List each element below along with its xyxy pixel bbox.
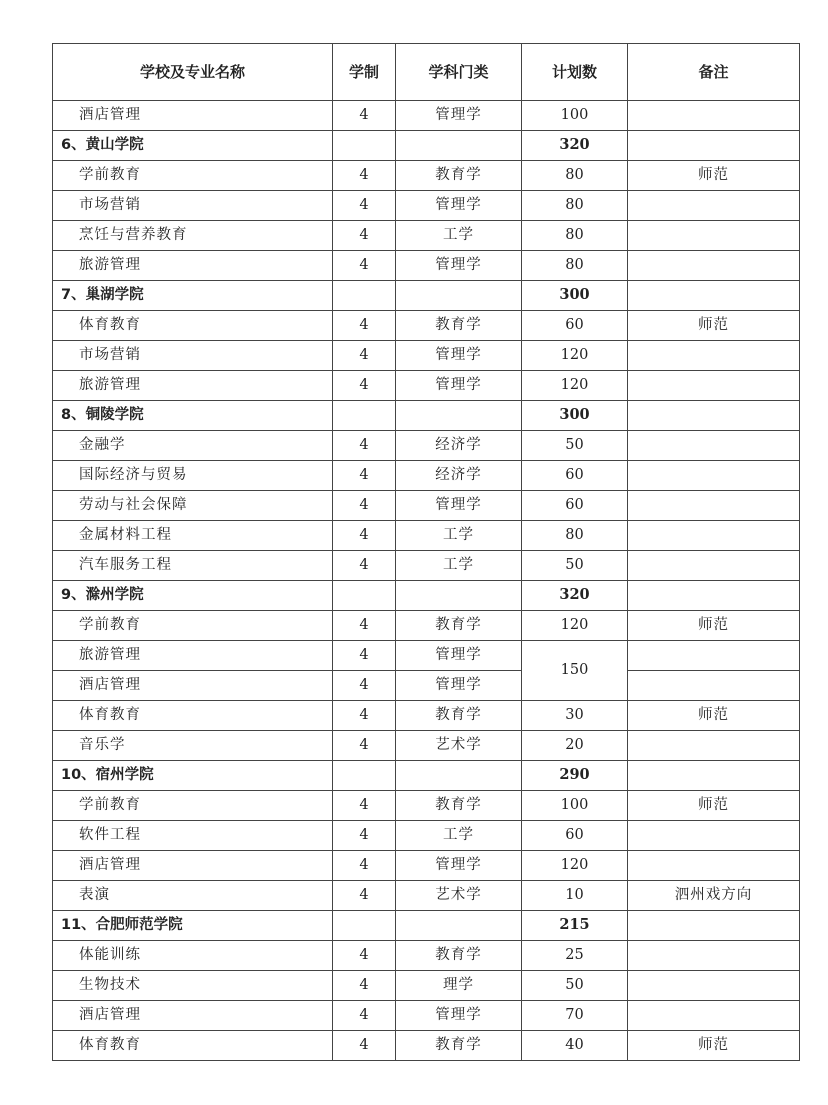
table-body <box>53 101 800 1061</box>
years-cell: 4 <box>333 221 396 251</box>
category-cell <box>396 911 522 941</box>
note-cell <box>628 671 800 701</box>
plan-cell: 60 <box>522 821 628 851</box>
school-name: 7、巢湖学院 <box>53 281 333 311</box>
years-cell: 4 <box>333 611 396 641</box>
note-cell <box>628 941 800 971</box>
note-cell <box>628 851 800 881</box>
note-cell: 师范 <box>628 701 800 731</box>
category-cell: 教育学 <box>396 311 522 341</box>
plan-cell: 20 <box>522 731 628 761</box>
plan-cell: 120 <box>522 851 628 881</box>
years-cell: 4 <box>333 641 396 671</box>
table-row <box>53 881 800 911</box>
table-row <box>53 341 800 371</box>
category-cell: 教育学 <box>396 941 522 971</box>
category-cell: 艺术学 <box>396 881 522 911</box>
years-cell <box>333 131 396 161</box>
table-row <box>53 491 800 521</box>
category-cell: 管理学 <box>396 491 522 521</box>
plan-cell: 80 <box>522 221 628 251</box>
note-cell: 泗州戏方向 <box>628 881 800 911</box>
major-name: 金属材料工程 <box>53 521 333 551</box>
school-row <box>53 401 800 431</box>
table-row <box>53 191 800 221</box>
years-cell: 4 <box>333 881 396 911</box>
major-name: 酒店管理 <box>53 101 333 131</box>
note-cell <box>628 731 800 761</box>
school-plan-total: 320 <box>522 581 628 611</box>
plan-cell: 120 <box>522 341 628 371</box>
enrollment-plan-table <box>52 43 800 1061</box>
plan-cell: 10 <box>522 881 628 911</box>
note-cell <box>628 371 800 401</box>
major-name: 酒店管理 <box>53 671 333 701</box>
major-name: 学前教育 <box>53 611 333 641</box>
header-note: 备注 <box>628 44 800 101</box>
note-cell <box>628 131 800 161</box>
table-row <box>53 821 800 851</box>
major-name: 生物技术 <box>53 971 333 1001</box>
years-cell: 4 <box>333 821 396 851</box>
table-row <box>53 521 800 551</box>
major-name: 体育教育 <box>53 701 333 731</box>
category-cell: 经济学 <box>396 461 522 491</box>
plan-cell: 70 <box>522 1001 628 1031</box>
category-cell: 工学 <box>396 551 522 581</box>
category-cell: 管理学 <box>396 671 522 701</box>
category-cell: 工学 <box>396 221 522 251</box>
note-cell: 师范 <box>628 161 800 191</box>
note-cell <box>628 971 800 1001</box>
plan-cell: 30 <box>522 701 628 731</box>
table-row <box>53 221 800 251</box>
note-cell <box>628 491 800 521</box>
major-name: 金融学 <box>53 431 333 461</box>
years-cell: 4 <box>333 731 396 761</box>
note-cell: 师范 <box>628 1031 800 1061</box>
school-name: 10、宿州学院 <box>53 761 333 791</box>
note-cell <box>628 461 800 491</box>
years-cell: 4 <box>333 941 396 971</box>
table-row <box>53 731 800 761</box>
table-row <box>53 1031 800 1061</box>
category-cell <box>396 401 522 431</box>
major-name: 软件工程 <box>53 821 333 851</box>
years-cell: 4 <box>333 971 396 1001</box>
category-cell: 管理学 <box>396 1001 522 1031</box>
school-name: 9、滁州学院 <box>53 581 333 611</box>
plan-cell: 25 <box>522 941 628 971</box>
years-cell: 4 <box>333 491 396 521</box>
table-row <box>53 701 800 731</box>
category-cell: 管理学 <box>396 101 522 131</box>
years-cell: 4 <box>333 521 396 551</box>
major-name: 旅游管理 <box>53 251 333 281</box>
table-row <box>53 371 800 401</box>
school-row <box>53 581 800 611</box>
category-cell: 艺术学 <box>396 731 522 761</box>
note-cell <box>628 911 800 941</box>
table-row <box>53 161 800 191</box>
note-cell <box>628 761 800 791</box>
major-name: 旅游管理 <box>53 371 333 401</box>
plan-cell: 40 <box>522 1031 628 1061</box>
note-cell <box>628 251 800 281</box>
school-plan-total: 290 <box>522 761 628 791</box>
table-row <box>53 611 800 641</box>
major-name: 学前教育 <box>53 791 333 821</box>
plan-cell: 80 <box>522 161 628 191</box>
note-cell <box>628 1001 800 1031</box>
category-cell: 教育学 <box>396 791 522 821</box>
plan-cell: 80 <box>522 521 628 551</box>
school-row <box>53 761 800 791</box>
years-cell: 4 <box>333 671 396 701</box>
table-row <box>53 1001 800 1031</box>
table-row <box>53 461 800 491</box>
plan-cell: 60 <box>522 461 628 491</box>
major-name: 体能训练 <box>53 941 333 971</box>
years-cell: 4 <box>333 101 396 131</box>
note-cell <box>628 101 800 131</box>
major-name: 体育教育 <box>53 1031 333 1061</box>
category-cell: 管理学 <box>396 191 522 221</box>
years-cell: 4 <box>333 161 396 191</box>
note-cell <box>628 641 800 671</box>
plan-cell: 50 <box>522 551 628 581</box>
school-name: 6、黄山学院 <box>53 131 333 161</box>
note-cell <box>628 521 800 551</box>
note-cell: 师范 <box>628 311 800 341</box>
years-cell: 4 <box>333 851 396 881</box>
major-name: 国际经济与贸易 <box>53 461 333 491</box>
note-cell <box>628 821 800 851</box>
years-cell: 4 <box>333 341 396 371</box>
years-cell <box>333 401 396 431</box>
table-row <box>53 641 800 671</box>
school-plan-total: 300 <box>522 401 628 431</box>
years-cell: 4 <box>333 371 396 401</box>
note-cell <box>628 581 800 611</box>
header-years: 学制 <box>333 44 396 101</box>
header-category: 学科门类 <box>396 44 522 101</box>
table-row <box>53 431 800 461</box>
years-cell: 4 <box>333 191 396 221</box>
table-row <box>53 941 800 971</box>
category-cell <box>396 581 522 611</box>
plan-cell: 60 <box>522 311 628 341</box>
table-row <box>53 671 800 701</box>
note-cell <box>628 431 800 461</box>
major-name: 劳动与社会保障 <box>53 491 333 521</box>
category-cell: 教育学 <box>396 161 522 191</box>
table-row <box>53 311 800 341</box>
table-row <box>53 851 800 881</box>
plan-cell: 120 <box>522 371 628 401</box>
years-cell <box>333 281 396 311</box>
category-cell: 管理学 <box>396 251 522 281</box>
table-row <box>53 551 800 581</box>
years-cell: 4 <box>333 251 396 281</box>
school-plan-total: 320 <box>522 131 628 161</box>
note-cell <box>628 221 800 251</box>
table-header-row <box>53 44 800 101</box>
category-cell: 教育学 <box>396 701 522 731</box>
category-cell: 管理学 <box>396 641 522 671</box>
table-row <box>53 251 800 281</box>
plan-cell: 80 <box>522 251 628 281</box>
school-row <box>53 281 800 311</box>
note-cell: 师范 <box>628 611 800 641</box>
years-cell: 4 <box>333 1001 396 1031</box>
major-name: 表演 <box>53 881 333 911</box>
category-cell: 教育学 <box>396 611 522 641</box>
note-cell <box>628 341 800 371</box>
school-name: 11、合肥师范学院 <box>53 911 333 941</box>
years-cell: 4 <box>333 791 396 821</box>
plan-cell: 50 <box>522 971 628 1001</box>
category-cell: 工学 <box>396 821 522 851</box>
table-row <box>53 971 800 1001</box>
years-cell: 4 <box>333 701 396 731</box>
category-cell: 经济学 <box>396 431 522 461</box>
category-cell <box>396 131 522 161</box>
major-name: 市场营销 <box>53 341 333 371</box>
school-name: 8、铜陵学院 <box>53 401 333 431</box>
header-name: 学校及专业名称 <box>53 44 333 101</box>
category-cell: 理学 <box>396 971 522 1001</box>
school-plan-total: 215 <box>522 911 628 941</box>
category-cell: 管理学 <box>396 851 522 881</box>
note-cell <box>628 551 800 581</box>
years-cell: 4 <box>333 461 396 491</box>
table-row <box>53 791 800 821</box>
years-cell: 4 <box>333 551 396 581</box>
note-cell <box>628 401 800 431</box>
enrollment-plan-table-wrapper <box>52 43 800 1061</box>
category-cell <box>396 281 522 311</box>
years-cell <box>333 581 396 611</box>
major-name: 酒店管理 <box>53 1001 333 1031</box>
plan-cell: 100 <box>522 791 628 821</box>
years-cell <box>333 911 396 941</box>
major-name: 旅游管理 <box>53 641 333 671</box>
major-name: 烹饪与营养教育 <box>53 221 333 251</box>
note-cell <box>628 281 800 311</box>
note-cell <box>628 191 800 221</box>
school-row <box>53 911 800 941</box>
major-name: 市场营销 <box>53 191 333 221</box>
plan-cell: 100 <box>522 101 628 131</box>
plan-cell: 80 <box>522 191 628 221</box>
school-plan-total: 300 <box>522 281 628 311</box>
years-cell: 4 <box>333 431 396 461</box>
major-name: 体育教育 <box>53 311 333 341</box>
major-name: 汽车服务工程 <box>53 551 333 581</box>
major-name: 学前教育 <box>53 161 333 191</box>
category-cell: 工学 <box>396 521 522 551</box>
plan-cell: 120 <box>522 611 628 641</box>
plan-cell: 50 <box>522 431 628 461</box>
category-cell: 管理学 <box>396 341 522 371</box>
plan-cell: 60 <box>522 491 628 521</box>
note-cell: 师范 <box>628 791 800 821</box>
header-plan: 计划数 <box>522 44 628 101</box>
category-cell: 教育学 <box>396 1031 522 1061</box>
major-name: 酒店管理 <box>53 851 333 881</box>
category-cell: 管理学 <box>396 371 522 401</box>
years-cell: 4 <box>333 1031 396 1061</box>
major-name: 音乐学 <box>53 731 333 761</box>
years-cell: 4 <box>333 311 396 341</box>
years-cell <box>333 761 396 791</box>
school-row <box>53 131 800 161</box>
category-cell <box>396 761 522 791</box>
table-row <box>53 101 800 131</box>
plan-cell: 150 <box>522 641 628 701</box>
